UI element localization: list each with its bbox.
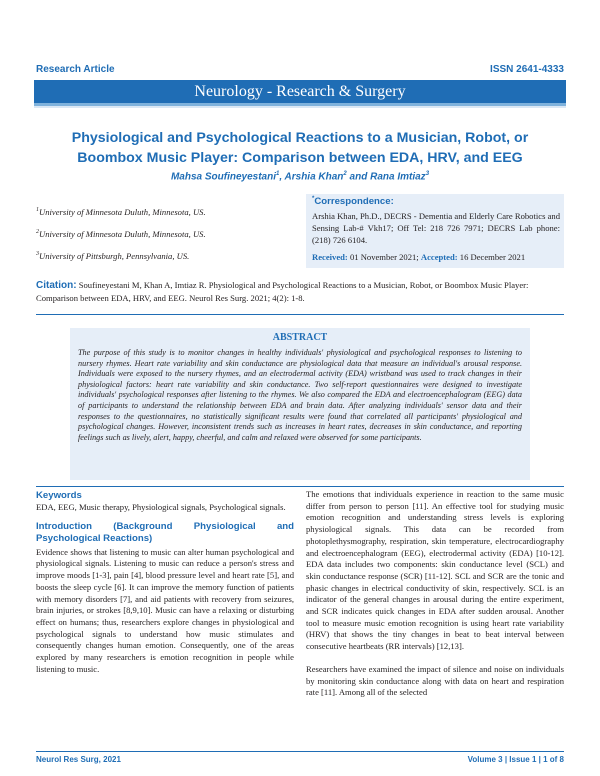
author-sup: 2 [343, 171, 347, 177]
introduction-heading: Introduction (Background Physiological and Psychological Reactions) [36, 520, 294, 544]
divider [36, 486, 564, 487]
citation-text: Soufineyestani M, Khan A, Imtiaz R. Physiological and Psychological Reactions to a Musician, Robot, or Boombox Music Player: Comparison between EDA, HRV, and EEG. Neurol Res Surg. 2021; 4(2): 1-8. [36, 280, 529, 303]
author-name: Mahsa Soufineyestani [170, 171, 276, 183]
affiliation-text: University of Pittsburgh, Pennsylvania, US. [39, 251, 190, 261]
abstract-text: The purpose of this study is to monitor changes in healthy individuals' physiological and psychological responses to listening to nursery rhymes. Heart rate variability and skin conductance are physiological data that measure an individual's arousal response. Individuals were exposed to the nursery rhymes, and an electrodermal activity (EDA) wristband was used to track changes in their physiological factors: heart rate variability and skin conductance. Two self-report questionnaires were designed to investigate individuals' psychological responses after listening to the rhymes. We also compared the EDA and electroencephalogram (EEG) data of participants to understand the relationship between EDA and brain data. After analyzing individuals' sensor data and their responses to the questionnaires, no statistically significant results were found that correlated all participants' physiological and psychological changes. However, inconsistent trends such as increases in heart rates, decreases in skin conductance, and reporting feelings such as lively, alert, happy, cheerful, and calm and relaxed were observed for some participants. [78, 348, 522, 442]
divider [36, 314, 564, 315]
author-name: Rana Imtiaz [370, 171, 426, 183]
paper-title: Physiological and Psychological Reactions to a Musician, Robot, or Boombox Music Player: Comparison between EDA, HRV, and EEG [71, 130, 529, 166]
affiliation [36, 251, 189, 261]
journal-banner [34, 80, 566, 106]
journal-name: Neurology - Research & Surgery [194, 83, 406, 100]
received-date: 01 November 2021; [349, 252, 419, 262]
accepted-label: Accepted: [420, 252, 458, 262]
affiliation-sup: 2 [36, 229, 39, 236]
author-list: Mahsa Soufineyestani$^1$, Arshia Khan$^2$ and Rana Imtiaz$^3$ [170, 171, 430, 183]
body-paragraph: The emotions that individuals experience in reaction to the same music differ from person to person [11]. An effective tool for studying music emotion recognition and understanding stress levels is exploring physiological signals. This data can be recorded from photoplethysmography, respiration, skin temperature, electrocardiography and electroencephalogram (EEG), electrodermal activity (EDA) [10-12]. EDA data includes two components: skin conductance level (SCL) and skin conductance response (SCR) [11-12]. SCL and SCR are the tonic and phasic changes in electrical conductivity of skin, respectively. SCL is an indicator of the general changes in arousal during the entire experiment, and SCR indicates quick changes in EDA after sudden arousal. Another tool to measure music emotion recognition is using heart rate variability (HRV) that shows the tiny changes in beat to beat interval between consecutive heartbeats (RR intervals) [12,13]. [306, 489, 564, 652]
issn: ISSN 2641-4333 [490, 64, 564, 75]
affiliation [36, 229, 206, 239]
abstract-box [70, 328, 530, 480]
affiliation-text: University of Minnesota Duluth, Minnesota, US. [39, 229, 206, 239]
dates-line [312, 252, 525, 262]
affiliation [36, 207, 206, 217]
accepted-date: 16 December 2021 [459, 252, 526, 262]
abstract-heading: ABSTRACT [272, 332, 328, 343]
body-paragraph: Researchers have examined the impact of silence and noise on individuals by monitoring skin conductance along with data on heart and respiration rate [11]. Among all of the selected [306, 663, 564, 698]
affiliation-text: University of Minnesota Duluth, Minnesota, US. [39, 207, 206, 217]
correspondence-title [312, 196, 394, 207]
right-column [306, 489, 564, 706]
affiliation-sup: 3 [36, 251, 39, 258]
author-name: Arshia Khan [284, 171, 344, 183]
correspondence-sup: * [312, 196, 315, 202]
correspondence-text: Arshia Khan, Ph.D., DECRS - Dementia and Elderly Care Robotics and Sensing Lab-# Vkh17; Off Tel: 218 726 7971; DECRS Lab phone: (218) 726 6104. [312, 211, 560, 245]
citation [36, 279, 564, 304]
received-label: Received: [312, 252, 348, 262]
footer-journal: Neurol Res Surg, 2021 [36, 755, 121, 764]
introduction-paragraph: Evidence shows that listening to music can alter human psychological and physiological signals. Listening to music can reduce a person's stress and improve moods [1-3], pain [4], blood pressure level and heart rate [5], and boosts the sleep cycle [6]. It can improve the memory function of patients with memory disorders [7], and aid patients with recovery from seizures, brain injuries, or strokes [8,9,10]. Music can have a relaxing or disturbing effect on humans; thus, researchers explore changes in physiological and psychological signals to understand how music stimulates and consequently changes human emotion. Consequently, one of the areas explored by many researchers is emotion recognition in people while listening to music. [36, 546, 294, 674]
correspondence-label: Correspondence: [314, 196, 394, 208]
article-type: Research Article [36, 64, 115, 75]
citation-label: Citation: [36, 280, 77, 291]
footer-pagination: Volume 3 | Issue 1 | 1 of 8 [467, 755, 564, 764]
affiliation-sup: 1 [36, 207, 39, 214]
correspondence-box [306, 194, 564, 268]
author-sup: 1 [275, 171, 280, 177]
left-column [36, 490, 294, 682]
keywords-heading: Keywords [36, 490, 82, 501]
keywords-text: EDA, EEG, Music therapy, Physiological signals, Psychological signals. [36, 502, 286, 512]
footer-divider [36, 751, 564, 752]
author-sup: 3 [425, 171, 430, 177]
